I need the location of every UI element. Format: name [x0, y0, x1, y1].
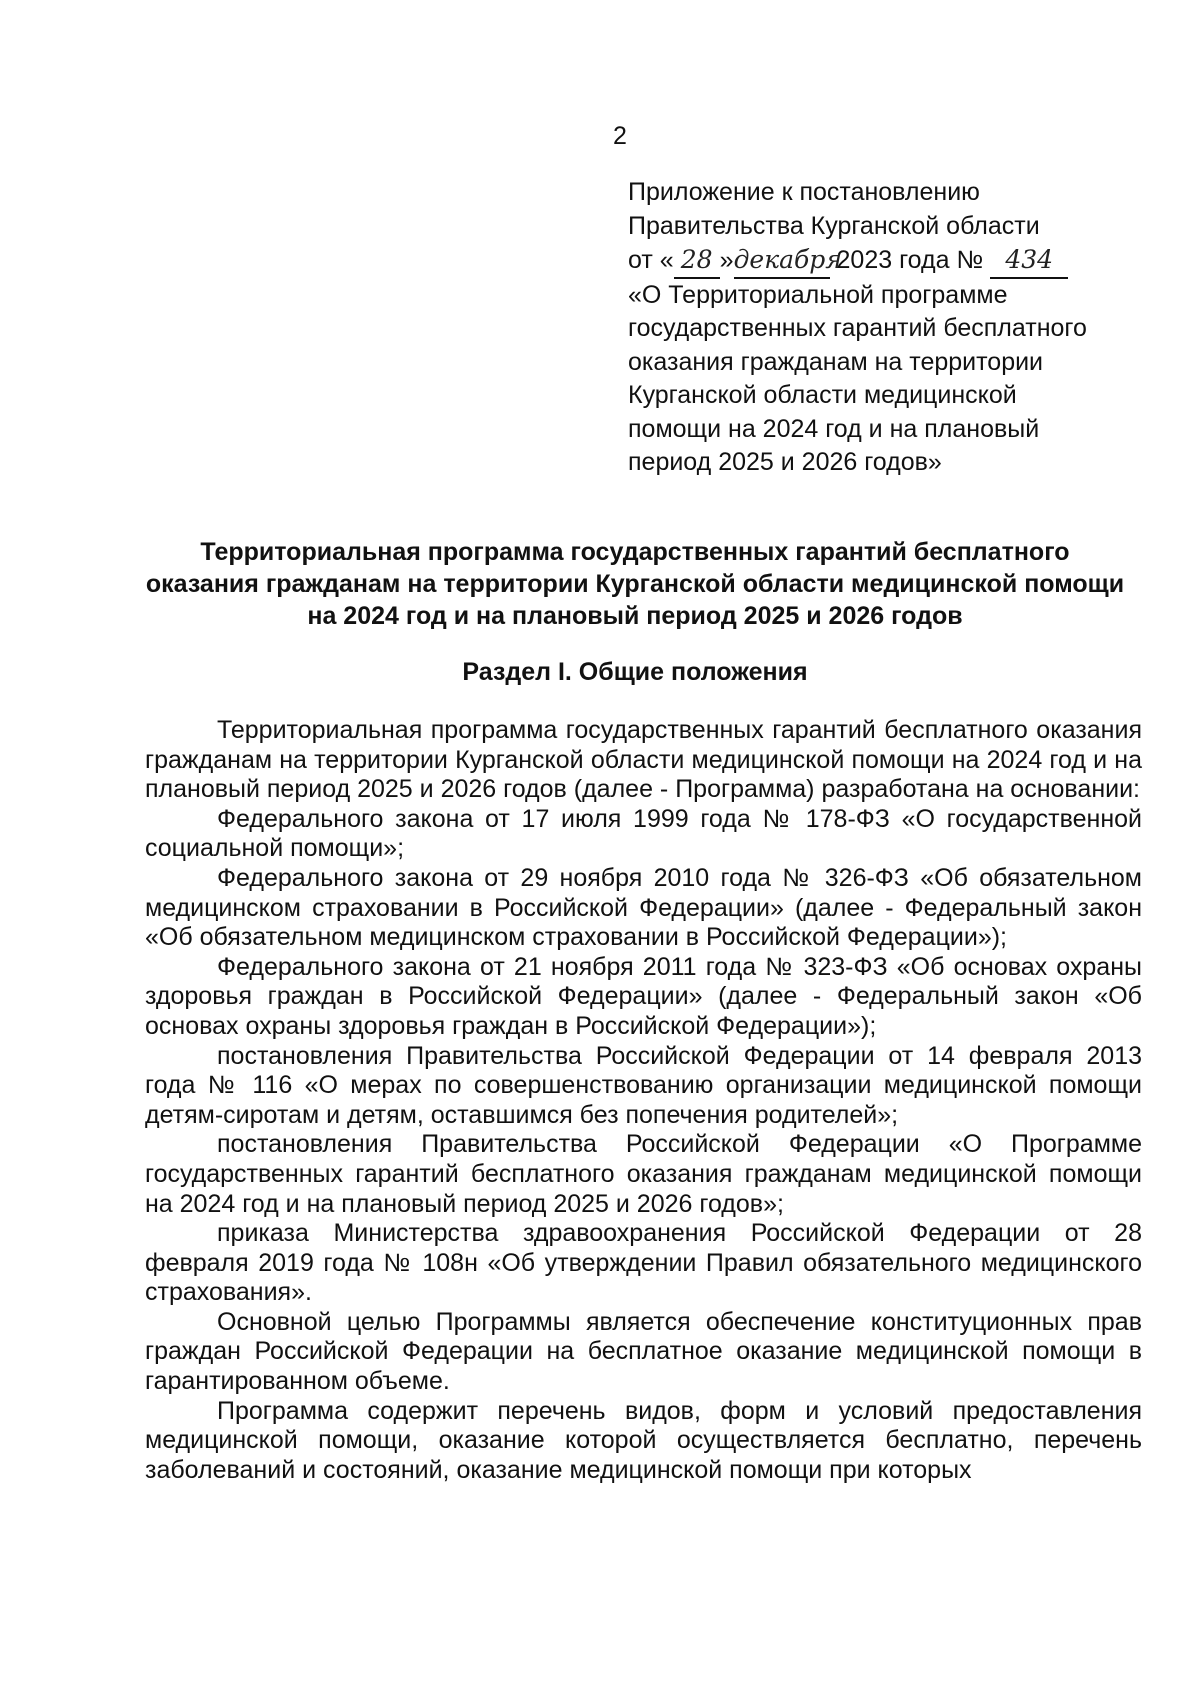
paragraph: постановления Правительства Российской Федерации «О Программе государственных гарантий бесплатного оказания гражданам медицинской помощи на 2024 год и на плановый период 2025 и 2026 годов»;: [145, 1130, 1142, 1218]
appendix-line: государственных гарантий бесплатного: [628, 314, 1087, 342]
date-prefix: от «: [628, 246, 674, 274]
title-line: на 2024 год и на плановый период 2025 и 2026 годов: [307, 602, 963, 630]
paragraph: Федерального закона от 21 ноября 2011 года № 323-ФЗ «Об основах охраны здоровья граждан в Российской Федерации» (далее - Федеральный закон «Об основах охраны здоровья граждан в Российской Федерации»);: [145, 952, 1142, 1040]
page-number: 2: [613, 122, 627, 150]
handwritten-number: 434: [990, 243, 1068, 279]
appendix-header: [628, 176, 1148, 480]
appendix-line: Приложение к постановлению: [628, 178, 980, 206]
paragraph: Федерального закона от 29 ноября 2010 года № 326-ФЗ «Об обязательном медицинском страховании в Российской Федерации» (далее - Федеральный закон «Об обязательном медицинском страховании в Российской Федерации»);: [145, 863, 1142, 952]
appendix-date-line: [628, 243, 1148, 279]
appendix-line: период 2025 и 2026 годов»: [628, 448, 942, 476]
paragraph: Основной целью Программы является обеспечение конституционных прав граждан Российской Федерации на бесплатное оказание медицинской помощи в гарантированном объеме.: [145, 1307, 1142, 1396]
paragraph: Территориальная программа государственных гарантий бесплатного оказания гражданам на территории Курганской области медицинской помощи на 2024 год и на плановый период 2025 и 2026 годов (далее - Программа) разработана на основании:: [145, 716, 1142, 804]
paragraph: постановления Правительства Российской Федерации от 14 февраля 2013 года № 116 «О мерах по совершенствованию организации медицинской помощи детям-сиротам и детям, оставшимся без попечения родителей»;: [145, 1041, 1142, 1129]
date-year: 2023 года №: [829, 246, 991, 274]
section-title: Раздел I. Общие положения: [462, 658, 808, 686]
appendix-line: Курганской области медицинской: [628, 381, 1017, 409]
appendix-line: помощи на 2024 год и на плановый: [628, 414, 1040, 443]
appendix-line: «О Территориальной программе: [628, 280, 1008, 309]
title-line: Территориальная программа государственных гарантий бесплатного: [200, 538, 1070, 566]
handwritten-month: декабря: [734, 243, 830, 279]
handwritten-day: 28: [674, 243, 720, 279]
document-title: [140, 536, 1130, 632]
date-mid: »: [719, 246, 734, 274]
title-line: оказания гражданам на территории Курганской области медицинской помощи: [145, 570, 1125, 598]
paragraph: приказа Министерства здравоохранения Российской Федерации от 28 февраля 2019 года № 108н «Об утверждении Правил обязательного медицинского страхования».: [145, 1219, 1142, 1307]
document-body: [145, 716, 1142, 1485]
paragraph: Федерального закона от 17 июля 1999 года № 178-ФЗ «О государственной социальной помощи»;: [145, 804, 1142, 863]
appendix-line: оказания гражданам на территории: [628, 347, 1044, 376]
appendix-line: Правительства Курганской области: [628, 211, 1040, 240]
paragraph: Программа содержит перечень видов, форм и условий предоставления медицинской помощи, оказание которой осуществляется бесплатно, перечень заболеваний и состояний, оказание медицинской помощи при которых: [145, 1396, 1142, 1484]
